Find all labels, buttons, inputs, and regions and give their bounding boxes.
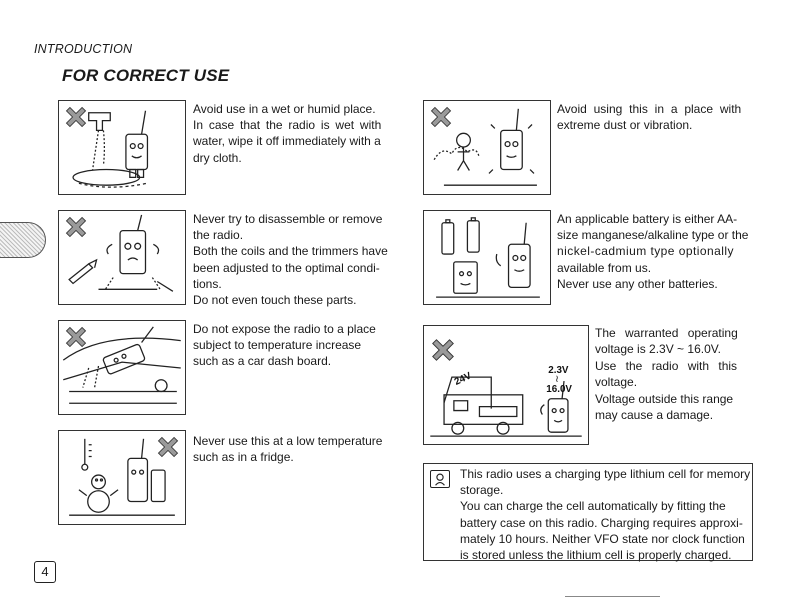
section-label: INTRODUCTION (34, 42, 133, 56)
lithium-cell-icon (430, 470, 450, 488)
caption-dust-vibration: Avoid using this in a place with extreme dust or vibration. (557, 102, 742, 133)
page-title: FOR CORRECT USE (62, 66, 230, 85)
car-dashboard-illustration (58, 320, 186, 415)
prohibited-x-icon (429, 336, 457, 364)
chapter-thumb-tab (0, 222, 46, 258)
caption-disassemble: Never try to disassemble or remove the radio. Both the coils and the trimmers have been adjusted to the optimal condi- tions. Do not even touch these parts. (193, 212, 388, 308)
battery-illustration (423, 210, 551, 305)
fridge-illustration (58, 430, 186, 525)
voltage-24v-label: 24V (452, 370, 474, 388)
prohibited-x-icon (63, 214, 89, 240)
disassemble-illustration (58, 210, 186, 305)
battery-cells-icon (424, 211, 550, 304)
caption-fridge: Never use this at a low temperature such as in a fridge. (193, 434, 383, 465)
caption-voltage: The warranted operating voltage is 2.3V ~ 16.0V. Use the radio with this voltage. Voltage outside this range may cause a damage. (595, 326, 738, 423)
voltage-min-label: 2.3V (548, 365, 569, 377)
prohibited-x-icon (428, 104, 454, 130)
lithium-cell-note-text: This radio uses a charging type lithium cell for memory storage. You can charge the cell automatically by fitting the battery case on this radio. Charging requires approxi- mately 10 hours. Neither VFO state nor clock function is stored unless the lithium cell is properly charged. (460, 467, 751, 563)
wet-place-illustration (58, 100, 186, 195)
lithium-cell-note (423, 463, 753, 561)
caption-battery: An applicable battery is either AA- size manganese/alkaline type or the nickel-cadmium type optionally available from us. Never use any other batteries. (557, 212, 749, 291)
prohibited-x-icon (63, 104, 89, 130)
caption-wet-place: Avoid use in a wet or humid place. In case that the radio is wet with water, wipe it off immediately with a dry cloth. (193, 102, 382, 165)
voltage-illustration (423, 325, 589, 445)
prohibited-x-icon (155, 434, 181, 460)
voltage-range-symbol: ≀ (555, 374, 559, 386)
caption-temperature: Do not expose the radio to a place subject to temperature increase such as a car dash board. (193, 322, 376, 369)
voltage-max-label: 16.0V (546, 383, 573, 395)
footer-rule (565, 596, 660, 597)
dust-vibration-illustration (423, 100, 551, 195)
page-number: 4 (34, 561, 56, 583)
prohibited-x-icon (63, 324, 89, 350)
